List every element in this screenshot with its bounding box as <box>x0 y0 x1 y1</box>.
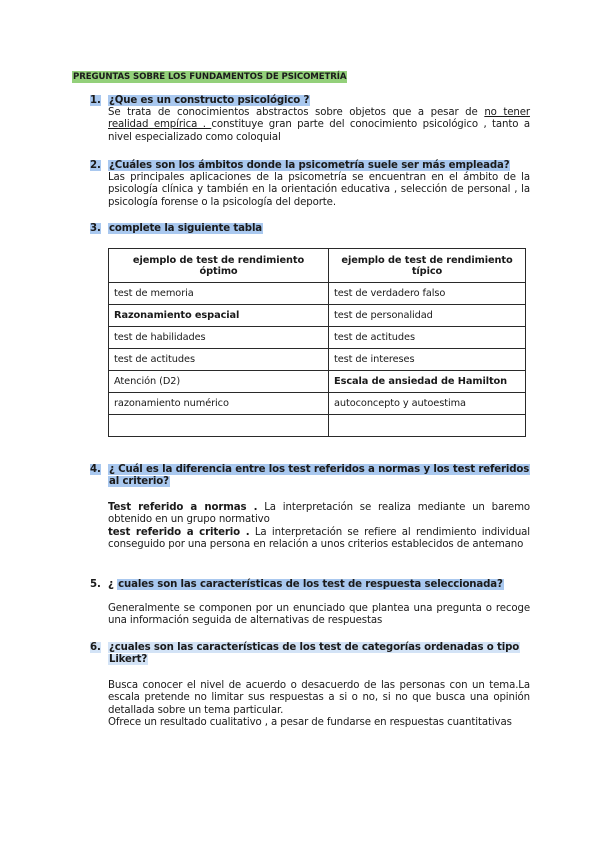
table-row-empty <box>109 415 526 437</box>
table-cell: test de personalidad <box>329 305 526 327</box>
question-text: ¿ Cuál es la diferencia entre los test referidos a normas y los test referidos al criterio? <box>109 464 530 487</box>
table-row <box>109 349 526 371</box>
table-cell: test de verdadero falso <box>329 283 526 305</box>
question-1 <box>90 95 530 144</box>
table-row <box>109 283 526 305</box>
column-header-tipico: ejemplo de test de rendimiento típico <box>329 249 526 283</box>
question-3 <box>90 223 530 235</box>
question-6 <box>90 642 530 729</box>
table-cell: test de intereses <box>329 349 526 371</box>
question-number: 5. <box>90 579 101 590</box>
question-5 <box>90 579 530 628</box>
answer: Se trata de conocimientos abstractos sobre objetos que a pesar de no tener realidad empírica . constituye gran parte del conocimiento psicológico , tanto a nivel especializado como coloquial <box>108 107 530 143</box>
question-number: 1. <box>90 95 101 106</box>
question-text: complete la siguiente tabla <box>109 223 263 234</box>
table-cell: Atención (D2) <box>109 371 329 393</box>
term-normas: Test referido a normas . <box>108 502 258 513</box>
question-heading <box>90 95 530 107</box>
question-number: 3. <box>90 223 101 234</box>
page-title: PREGUNTAS SOBRE LOS FUNDAMENTOS DE PSICOMETRÍA <box>73 72 347 82</box>
underlined-text: no tener realidad empírica . <box>108 107 530 131</box>
table-cell: Escala de ansiedad de Hamilton <box>329 371 526 393</box>
question-heading <box>90 642 530 666</box>
table-row <box>109 393 526 415</box>
table-cell: razonamiento numérico <box>109 393 329 415</box>
question-heading <box>90 160 530 172</box>
question-heading <box>90 223 530 235</box>
table-cell: autoconcepto y autoestima <box>329 393 526 415</box>
column-header-optimo: ejemplo de test de rendimiento óptimo <box>109 249 329 283</box>
table-cell: test de actitudes <box>329 327 526 349</box>
question-number: 2. <box>90 160 101 171</box>
table-row <box>109 305 526 327</box>
question-number: 6. <box>90 642 101 653</box>
table-row <box>109 327 526 349</box>
answer: Busca conocer el nivel de acuerdo o desacuerdo de las personas con un tema.La escala pretende no limitar sus respuestas a si o no, si no que busca una opinión detallada sobre un tema particular. Ofrece un resultado cualitativo , a pesar de fundarse en respuestas cuantitativas <box>108 680 530 728</box>
question-text: ¿Que es un constructo psicológico ? <box>109 95 310 106</box>
question-heading <box>90 579 530 591</box>
table-row <box>109 371 526 393</box>
table-cell <box>109 415 329 437</box>
question-text: ¿ cuales son las características de los test de respuesta seleccionada? <box>108 579 503 590</box>
answer: Generalmente se componen por un enunciado que plantea una pregunta o recoge una información seguida de alternativas de respuestas <box>108 603 530 627</box>
test-examples-table <box>108 248 526 437</box>
answer: Test referido a normas . La interpretación se realiza mediante un baremo obtenido en un grupo normativo test referido a criterio . La interpretación se refiere al rendimiento individual conseguido por una persona en relación a unos criterios establecidos de antemano <box>108 502 530 550</box>
question-text: ¿cuales son las características de los test de categorías ordenadas o tipo Likert? <box>109 642 520 665</box>
table-header-row <box>109 249 526 283</box>
answer: Las principales aplicaciones de la psicometría se encuentran en el ámbito de la psicología clínica y también en la orientación educativa , selección de personal , la psicología forense o la psicología del deporte. <box>108 172 530 208</box>
table-cell: test de memoria <box>109 283 329 305</box>
table-cell: test de habilidades <box>109 327 329 349</box>
question-number: 4. <box>90 464 101 475</box>
question-4 <box>90 464 530 551</box>
table-cell: Razonamiento espacial <box>109 305 329 327</box>
question-text: ¿Cuáles son los ámbitos donde la psicometría suele ser más empleada? <box>109 160 510 171</box>
table-cell: test de actitudes <box>109 349 329 371</box>
question-2 <box>90 160 530 209</box>
table-cell <box>329 415 526 437</box>
question-heading <box>90 464 530 488</box>
term-criterio: test referido a criterio . <box>108 526 250 538</box>
